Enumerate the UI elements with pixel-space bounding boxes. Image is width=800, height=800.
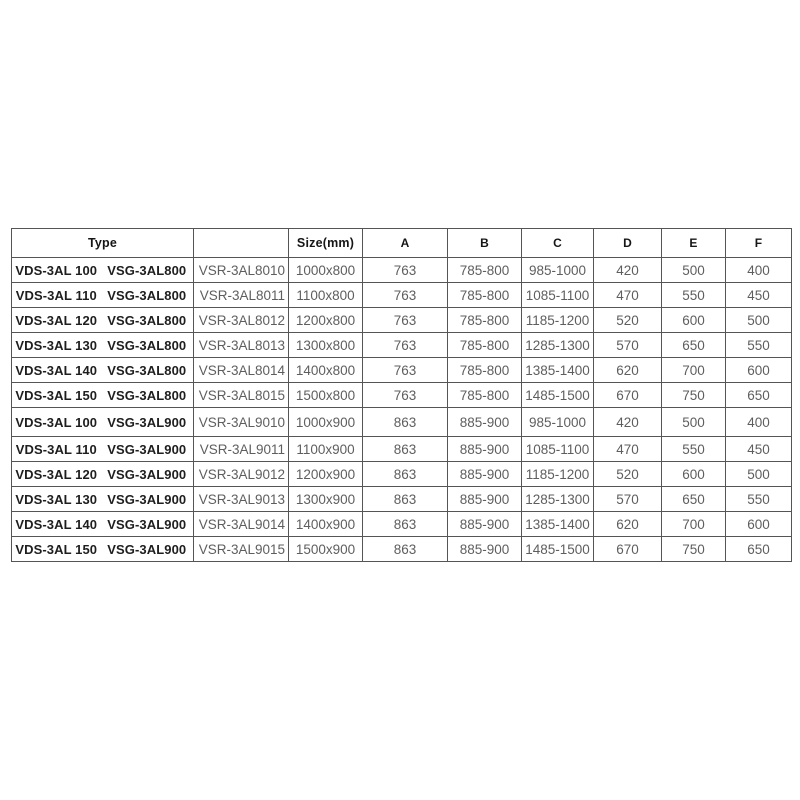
cell-type-vsg: VSG-3AL800 <box>101 358 194 383</box>
cell-dim-d: 420 <box>594 258 662 283</box>
cell-dim-c: 1385-1400 <box>522 512 594 537</box>
cell-size: 1100x900 <box>289 437 363 462</box>
cell-dim-c: 1285-1300 <box>522 333 594 358</box>
cell-dim-a: 863 <box>363 537 448 562</box>
cell-dim-e: 650 <box>662 487 726 512</box>
cell-dim-d: 620 <box>594 512 662 537</box>
cell-dim-a: 863 <box>363 512 448 537</box>
cell-type-vsg: VSG-3AL800 <box>101 333 194 358</box>
cell-dim-f: 550 <box>726 333 792 358</box>
cell-model: VSR-3AL9010 <box>194 408 289 437</box>
cell-type-vsg: VSG-3AL900 <box>101 437 194 462</box>
cell-type-vsg: VSG-3AL800 <box>101 258 194 283</box>
cell-dim-a: 863 <box>363 462 448 487</box>
table-row <box>12 333 792 358</box>
cell-dim-a: 763 <box>363 308 448 333</box>
table-row <box>12 408 792 437</box>
cell-dim-c: 1485-1500 <box>522 383 594 408</box>
cell-dim-a: 863 <box>363 487 448 512</box>
cell-dim-f: 650 <box>726 537 792 562</box>
table-row <box>12 437 792 462</box>
cell-dim-b: 785-800 <box>448 383 522 408</box>
cell-size: 1000x900 <box>289 408 363 437</box>
cell-dim-c: 1485-1500 <box>522 537 594 562</box>
table-row <box>12 537 792 562</box>
cell-dim-a: 763 <box>363 358 448 383</box>
cell-type-vds: VDS-3AL 120 <box>12 308 101 333</box>
cell-dim-f: 600 <box>726 358 792 383</box>
cell-dim-e: 500 <box>662 258 726 283</box>
cell-type-vsg: VSG-3AL800 <box>101 308 194 333</box>
cell-model: VSR-3AL9011 <box>194 437 289 462</box>
cell-type-vds: VDS-3AL 150 <box>12 383 101 408</box>
cell-dim-b: 785-800 <box>448 283 522 308</box>
cell-dim-f: 550 <box>726 487 792 512</box>
cell-dim-e: 750 <box>662 383 726 408</box>
table-row <box>12 358 792 383</box>
cell-dim-d: 470 <box>594 437 662 462</box>
cell-size: 1000x800 <box>289 258 363 283</box>
cell-size: 1200x800 <box>289 308 363 333</box>
cell-dim-e: 600 <box>662 308 726 333</box>
cell-dim-f: 400 <box>726 408 792 437</box>
cell-dim-e: 750 <box>662 537 726 562</box>
cell-size: 1500x800 <box>289 383 363 408</box>
cell-type-vds: VDS-3AL 140 <box>12 512 101 537</box>
header-dim-f: F <box>726 229 792 258</box>
cell-type-vsg: VSG-3AL900 <box>101 408 194 437</box>
cell-dim-f: 500 <box>726 462 792 487</box>
cell-dim-a: 763 <box>363 383 448 408</box>
cell-dim-e: 550 <box>662 437 726 462</box>
cell-type-vsg: VSG-3AL900 <box>101 512 194 537</box>
cell-dim-d: 670 <box>594 383 662 408</box>
header-dim-b: B <box>448 229 522 258</box>
cell-dim-a: 763 <box>363 283 448 308</box>
cell-dim-b: 785-800 <box>448 333 522 358</box>
cell-type-vsg: VSG-3AL900 <box>101 462 194 487</box>
cell-type-vds: VDS-3AL 130 <box>12 487 101 512</box>
cell-dim-a: 763 <box>363 258 448 283</box>
cell-model: VSR-3AL9015 <box>194 537 289 562</box>
cell-model: VSR-3AL8014 <box>194 358 289 383</box>
header-dim-d: D <box>594 229 662 258</box>
table-header-row <box>12 229 792 258</box>
cell-dim-b: 785-800 <box>448 308 522 333</box>
header-dim-e: E <box>662 229 726 258</box>
cell-dim-d: 520 <box>594 462 662 487</box>
cell-type-vsg: VSG-3AL900 <box>101 537 194 562</box>
cell-type-vds: VDS-3AL 150 <box>12 537 101 562</box>
cell-dim-b: 785-800 <box>448 258 522 283</box>
cell-dim-f: 650 <box>726 383 792 408</box>
cell-dim-b: 885-900 <box>448 487 522 512</box>
cell-type-vds: VDS-3AL 100 <box>12 408 101 437</box>
cell-dim-d: 670 <box>594 537 662 562</box>
cell-dim-d: 470 <box>594 283 662 308</box>
cell-type-vds: VDS-3AL 100 <box>12 258 101 283</box>
cell-dim-c: 1185-1200 <box>522 308 594 333</box>
cell-type-vsg: VSG-3AL800 <box>101 283 194 308</box>
table-row <box>12 487 792 512</box>
cell-dim-d: 520 <box>594 308 662 333</box>
cell-size: 1200x900 <box>289 462 363 487</box>
cell-type-vds: VDS-3AL 120 <box>12 462 101 487</box>
cell-dim-d: 620 <box>594 358 662 383</box>
cell-size: 1300x900 <box>289 487 363 512</box>
cell-size: 1500x900 <box>289 537 363 562</box>
cell-dim-c: 1285-1300 <box>522 487 594 512</box>
cell-type-vds: VDS-3AL 110 <box>12 437 101 462</box>
table-body <box>12 258 792 562</box>
table-row <box>12 512 792 537</box>
cell-dim-a: 763 <box>363 333 448 358</box>
cell-size: 1400x800 <box>289 358 363 383</box>
header-model <box>194 229 289 258</box>
cell-dim-d: 570 <box>594 333 662 358</box>
cell-dim-b: 885-900 <box>448 537 522 562</box>
header-size: Size(mm) <box>289 229 363 258</box>
cell-dim-d: 420 <box>594 408 662 437</box>
cell-model: VSR-3AL9012 <box>194 462 289 487</box>
cell-dim-b: 885-900 <box>448 512 522 537</box>
cell-dim-e: 600 <box>662 462 726 487</box>
cell-dim-f: 400 <box>726 258 792 283</box>
cell-type-vsg: VSG-3AL900 <box>101 487 194 512</box>
header-dim-a: A <box>363 229 448 258</box>
cell-dim-c: 985-1000 <box>522 408 594 437</box>
cell-model: VSR-3AL8011 <box>194 283 289 308</box>
table-header <box>12 229 792 258</box>
cell-dim-e: 650 <box>662 333 726 358</box>
cell-model: VSR-3AL8015 <box>194 383 289 408</box>
cell-dim-e: 500 <box>662 408 726 437</box>
cell-size: 1300x800 <box>289 333 363 358</box>
cell-size: 1100x800 <box>289 283 363 308</box>
cell-dim-c: 1385-1400 <box>522 358 594 383</box>
cell-dim-f: 600 <box>726 512 792 537</box>
table-row <box>12 308 792 333</box>
cell-dim-c: 985-1000 <box>522 258 594 283</box>
cell-dim-a: 863 <box>363 437 448 462</box>
cell-dim-c: 1185-1200 <box>522 462 594 487</box>
cell-dim-e: 550 <box>662 283 726 308</box>
cell-dim-b: 885-900 <box>448 437 522 462</box>
cell-type-vsg: VSG-3AL800 <box>101 383 194 408</box>
header-dim-c: C <box>522 229 594 258</box>
table-row <box>12 462 792 487</box>
cell-type-vds: VDS-3AL 130 <box>12 333 101 358</box>
cell-dim-e: 700 <box>662 512 726 537</box>
cell-type-vds: VDS-3AL 140 <box>12 358 101 383</box>
table-row <box>12 383 792 408</box>
cell-dim-c: 1085-1100 <box>522 283 594 308</box>
table-row <box>12 283 792 308</box>
cell-dim-b: 785-800 <box>448 358 522 383</box>
cell-model: VSR-3AL9013 <box>194 487 289 512</box>
cell-dim-d: 570 <box>594 487 662 512</box>
cell-dim-f: 450 <box>726 437 792 462</box>
table-row <box>12 258 792 283</box>
cell-dim-a: 863 <box>363 408 448 437</box>
cell-model: VSR-3AL9014 <box>194 512 289 537</box>
cell-size: 1400x900 <box>289 512 363 537</box>
cell-dim-f: 500 <box>726 308 792 333</box>
cell-model: VSR-3AL8013 <box>194 333 289 358</box>
cell-dim-e: 700 <box>662 358 726 383</box>
cell-dim-b: 885-900 <box>448 462 522 487</box>
spec-table <box>11 228 792 562</box>
cell-dim-b: 885-900 <box>448 408 522 437</box>
cell-model: VSR-3AL8012 <box>194 308 289 333</box>
header-type: Type <box>12 229 194 258</box>
cell-model: VSR-3AL8010 <box>194 258 289 283</box>
cell-type-vds: VDS-3AL 110 <box>12 283 101 308</box>
cell-dim-f: 450 <box>726 283 792 308</box>
cell-dim-c: 1085-1100 <box>522 437 594 462</box>
